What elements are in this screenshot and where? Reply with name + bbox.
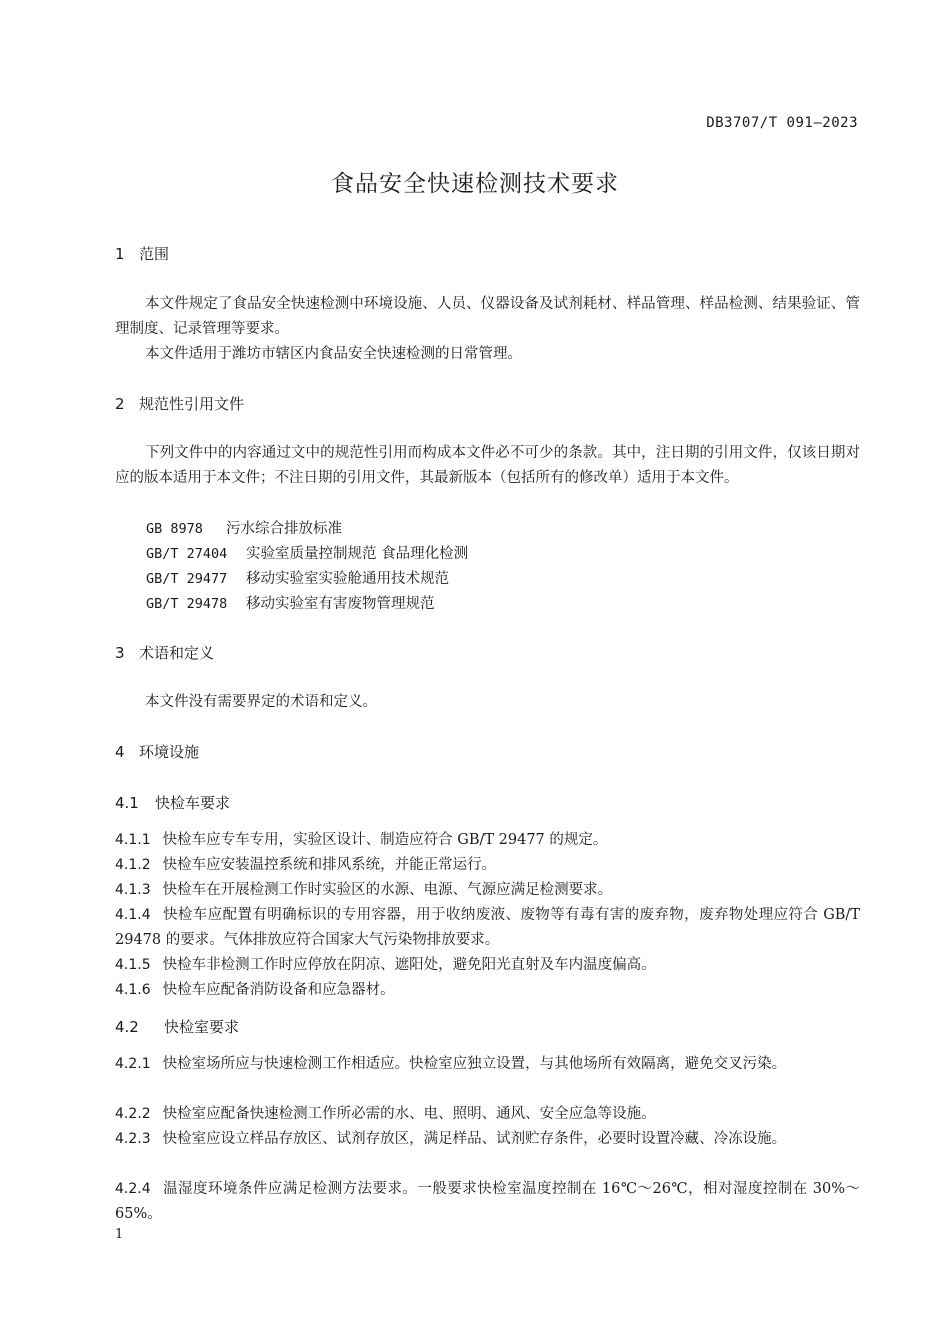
clause-number: 4.1.5 [115,957,151,973]
clause-4-2-2 [115,1102,860,1127]
reference-title: 移动实验室有害废物管理规范 [246,596,435,612]
subsection-heading-room [115,1016,239,1037]
reference-title: 污水综合排放标准 [226,521,342,537]
reference-code: GB/T 27404 [146,546,228,562]
clause-4-1-2 [115,853,860,878]
clause-text: 快检室场所应与快速检测工作相适应。快检室应独立设置，与其他场所有效隔离，避免交叉污染。 [162,1056,787,1072]
clause-number: 4.1.6 [115,982,151,998]
section-title: 规范性引用文件 [139,395,245,413]
reference-item [146,592,435,613]
reference-item [146,542,468,563]
section-heading-terms [115,642,214,663]
clause-number: 4.1.3 [115,882,151,898]
clause-text: 快检车在开展检测工作时实验区的水源、电源、气源应满足检测要求。 [162,882,613,898]
references-intro-paragraph: 下列文件中的内容通过文中的规范性引用而构成本文件必不可少的条款。其中，注日期的引用文件，仅该日期对应的版本适用于本文件；不注日期的引用文件，其最新版本（包括所有的修改单）适用于本文件。 [115,445,860,486]
scope-paragraph-1: 本文件规定了食品安全快速检测中环境设施、人员、仪器设备及试剂耗材、样品管理、样品检测、结果验证、管理制度、记录管理等要求。 [115,296,860,337]
clause-4-2-4 [115,1177,860,1227]
clause-number: 4.1.4 [115,907,151,923]
clause-4-2-1 [115,1052,860,1077]
scope-paragraph-2: 本文件适用于潍坊市辖区内食品安全快速检测的日常管理。 [145,346,522,362]
reference-code: GB/T 29477 [146,571,228,587]
clause-number: 4.2.2 [115,1106,151,1122]
clause-4-1-5 [115,953,860,978]
reference-code: GB/T 29478 [146,596,228,612]
subsection-title: 快检室要求 [164,1018,240,1036]
clause-text: 温湿度环境条件应满足检测方法要求。一般要求快检室温度控制在 16℃～26℃，相对湿度控制在 30%～65%。 [115,1181,860,1222]
clause-number: 4.2.3 [115,1131,151,1147]
standard-code: DB3707/T 091—2023 [706,115,858,131]
document-title: 食品安全快速检测技术要求 [331,171,619,197]
subsection-title: 快检车要求 [155,794,231,812]
clause-4-1-3 [115,878,860,903]
clause-text: 快检车应专车专用，实验区设计、制造应符合 GB/T 29477 的规定。 [162,832,608,848]
section-heading-environment [115,741,199,762]
reference-title: 移动实验室实验舱通用技术规范 [246,571,449,587]
terms-paragraph: 本文件没有需要界定的术语和定义。 [145,694,377,710]
section-heading-normative-references [115,393,244,414]
clause-text: 快检车应配置有明确标识的专用容器，用于收纳废液、废物等有毒有害的废弃物，废弃物处理应符合 GB/T 29478 的要求。气体排放应符合国家大气污染物排放要求。 [115,907,860,948]
reference-item [146,517,342,538]
section-title: 环境设施 [139,743,200,761]
reference-item [146,567,449,588]
reference-title: 实验室质量控制规范 食品理化检测 [246,546,469,562]
section-number: 4 [115,743,125,761]
clause-4-2-3 [115,1127,860,1152]
section-number: 2 [115,395,125,413]
subsection-number: 4.2 [115,1018,139,1036]
section-number: 1 [115,245,125,263]
clause-4-1-4 [115,903,860,953]
clause-text: 快检室应配备快速检测工作所必需的水、电、照明、通风、安全应急等设施。 [162,1106,656,1122]
clause-number: 4.2.1 [115,1056,151,1072]
clause-4-1-1 [115,828,860,853]
clause-number: 4.1.2 [115,857,151,873]
reference-code: GB 8978 [146,521,203,537]
subsection-heading-vehicle [115,792,230,813]
subsection-number: 4.1 [115,794,139,812]
section-heading-scope [115,243,169,264]
clause-text: 快检车应配备消防设备和应急器材。 [162,982,395,998]
clause-number: 4.1.1 [115,832,151,848]
clause-4-1-6 [115,978,860,1003]
section-number: 3 [115,644,125,662]
page-number: 1 [115,1227,124,1242]
section-title: 术语和定义 [139,644,215,662]
section-title: 范围 [139,245,170,263]
clause-text: 快检车应安装温控系统和排风系统，并能正常运行。 [162,857,497,873]
clause-number: 4.2.4 [115,1181,151,1197]
clause-text: 快检室应设立样品存放区、试剂存放区，满足样品、试剂贮存条件，必要时设置冷藏、冷冻设施。 [162,1131,787,1147]
clause-text: 快检车非检测工作时应停放在阴凉、遮阳处，避免阳光直射及车内温度偏高。 [162,957,656,973]
